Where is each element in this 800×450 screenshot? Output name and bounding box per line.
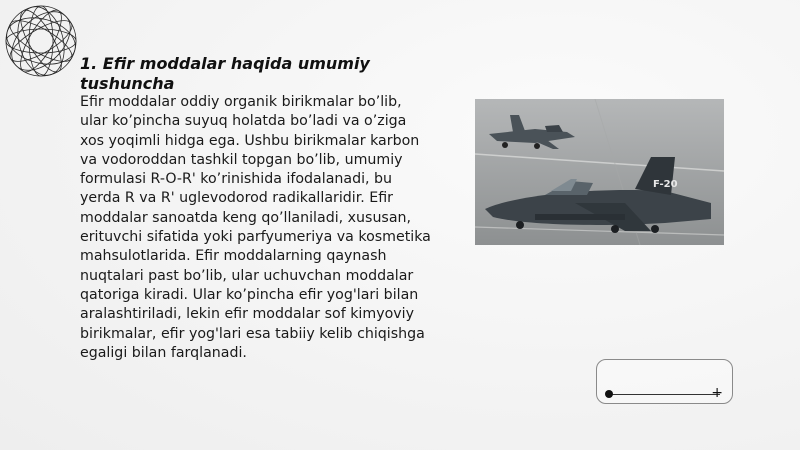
- tail-number-label: F-20: [653, 179, 678, 190]
- playhead-handle[interactable]: [605, 390, 613, 398]
- slide-title: 1. Efir moddalar haqida umumiy tushuncha: [80, 54, 370, 93]
- timeline-track[interactable]: [609, 394, 720, 395]
- decorative-wireframe-sphere: [2, 2, 80, 80]
- fighter-jets-photo: [475, 99, 724, 245]
- add-marker-icon[interactable]: +: [711, 385, 723, 401]
- slide-body-text: Efir moddalar oddiy organik birikmalar bo’lib, ular ko’pincha suyuq holatda bo’ladi va o’ziga xos yoqimli hidga ega. Ushbu birikmalar karbon va vodoroddan tashkil topgan bo’lib, umumiy formulasi R-O-R' ko’rinishida ifodalanadi, bu yerda R va R' uglevodorod radikallaridir. Efir moddalar sanoatda keng qo’llaniladi, xususan, erituvchi sifatida yoki parfyumeriya va kosmetika mahsulotlarida. Efir moddalarning qaynash nuqtalari past bo’lib, ular uchuvchan moddalar qatoriga kiradi. Ular ko’pincha efir yog'lari bilan aralashtiriladi, lekin efir moddalar sof kimyoviy birikmalar, efir yog'lari esa tabiiy kelib chiqishga egaligi bilan farqlanadi.: [80, 94, 431, 361]
- media-playback-control[interactable]: [596, 359, 733, 404]
